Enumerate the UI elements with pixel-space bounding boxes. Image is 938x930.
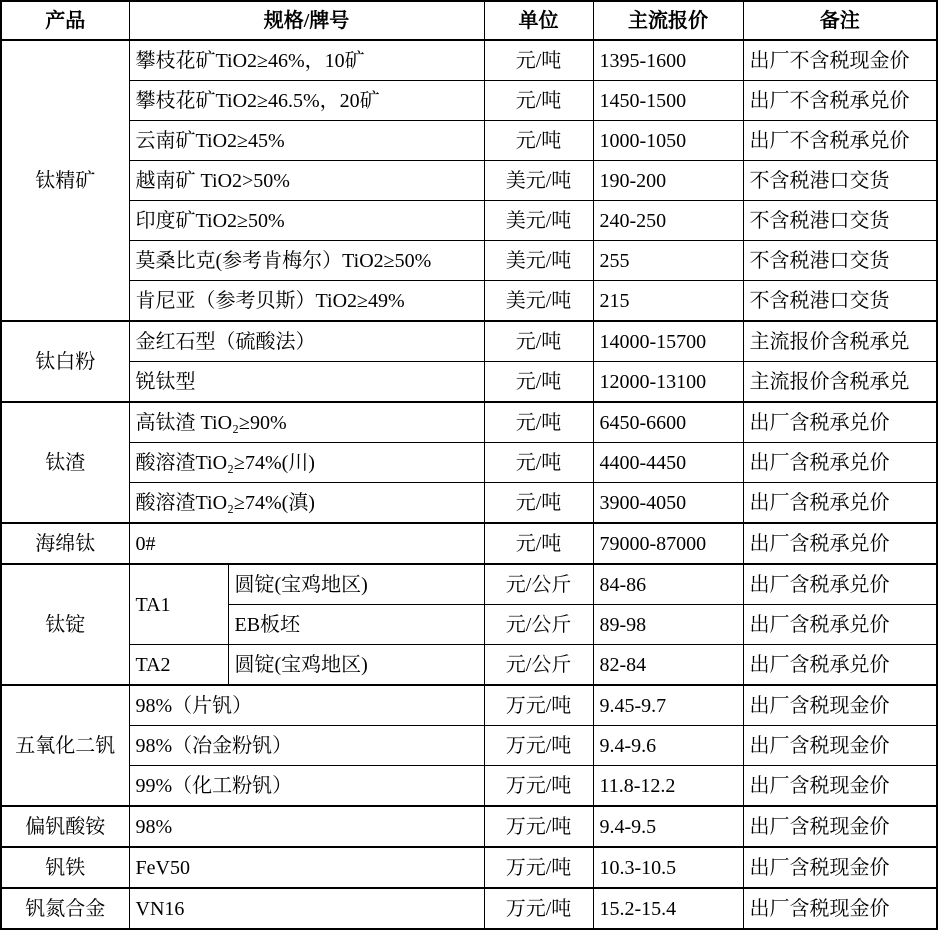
spec-cell: 高钛渣 TiO₂≥90% [129,402,484,443]
unit-cell: 元/吨 [484,523,593,564]
price-cell: 240-250 [593,201,743,241]
unit-cell: 万元/吨 [484,685,593,726]
price-cell: 9.4-9.5 [593,806,743,847]
note-cell: 出厂不含税承兑价 [743,121,937,161]
note-cell: 出厂含税承兑价 [743,523,937,564]
table-row [1,402,937,443]
table-row [1,888,937,929]
unit-cell: 美元/吨 [484,241,593,281]
product-cell: 钒铁 [1,847,129,888]
product-cell: 钛精矿 [1,40,129,321]
note-cell: 出厂不含税承兑价 [743,81,937,121]
price-cell: 1395-1600 [593,40,743,81]
spec-cell: VN16 [129,888,484,929]
note-cell: 不含税港口交货 [743,201,937,241]
spec-cell: 98%（片钒） [129,685,484,726]
price-cell: 9.45-9.7 [593,685,743,726]
unit-cell: 元/公斤 [484,645,593,686]
grade-cell: TA1 [129,564,228,645]
price-cell: 1450-1500 [593,81,743,121]
table-row [1,483,937,524]
note-cell: 不含税港口交货 [743,241,937,281]
product-cell: 钛白粉 [1,321,129,402]
unit-cell: 元/公斤 [484,564,593,605]
unit-cell: 元/公斤 [484,605,593,645]
unit-cell: 元/吨 [484,443,593,483]
spec-cell: 莫桑比克(参考肯梅尔）TiO2≥50% [129,241,484,281]
unit-cell: 元/吨 [484,321,593,362]
spec-cell: 0# [129,523,484,564]
table-row [1,281,937,322]
spec-cell: 99%（化工粉钒） [129,766,484,807]
spec-cell: FeV50 [129,847,484,888]
price-cell: 10.3-10.5 [593,847,743,888]
note-cell: 出厂含税承兑价 [743,605,937,645]
header-unit: 单位 [484,1,593,40]
note-cell: 出厂含税现金价 [743,685,937,726]
unit-cell: 元/吨 [484,362,593,403]
price-cell: 4400-4450 [593,443,743,483]
unit-cell: 元/吨 [484,81,593,121]
price-cell: 1000-1050 [593,121,743,161]
note-cell: 出厂不含税现金价 [743,40,937,81]
price-cell: 11.8-12.2 [593,766,743,807]
price-cell: 82-84 [593,645,743,686]
header-spec: 规格/牌号 [129,1,484,40]
spec-cell: 圆锭(宝鸡地区) [228,645,484,686]
table-row [1,321,937,362]
spec-cell: EB板坯 [228,605,484,645]
table-row [1,726,937,766]
spec-cell: 金红石型（硫酸法） [129,321,484,362]
note-cell: 不含税港口交货 [743,161,937,201]
product-cell: 五氧化二钒 [1,685,129,806]
grade-cell: TA2 [129,645,228,686]
table-row [1,241,937,281]
note-cell: 出厂含税现金价 [743,888,937,929]
table-row [1,523,937,564]
table-row [1,121,937,161]
price-cell: 12000-13100 [593,362,743,403]
price-cell: 9.4-9.6 [593,726,743,766]
price-cell: 190-200 [593,161,743,201]
header-product: 产品 [1,1,129,40]
unit-cell: 万元/吨 [484,847,593,888]
price-cell: 3900-4050 [593,483,743,524]
header-note: 备注 [743,1,937,40]
note-cell: 主流报价含税承兑 [743,362,937,403]
price-cell: 6450-6600 [593,402,743,443]
spec-cell: 肯尼亚（参考贝斯）TiO2≥49% [129,281,484,322]
table-row [1,685,937,726]
spec-cell: 攀枝花矿TiO2≥46%，10矿 [129,40,484,81]
table-row [1,847,937,888]
table-row [1,201,937,241]
table-row [1,81,937,121]
spec-cell: 攀枝花矿TiO2≥46.5%，20矿 [129,81,484,121]
product-cell: 钛渣 [1,402,129,523]
product-cell: 钒氮合金 [1,888,129,929]
spec-cell: 酸溶渣TiO₂≥74%(滇) [129,483,484,524]
spec-cell: 酸溶渣TiO₂≥74%(川) [129,443,484,483]
note-cell: 出厂含税承兑价 [743,645,937,686]
product-cell: 偏钒酸铵 [1,806,129,847]
note-cell: 出厂含税现金价 [743,766,937,807]
table-row [1,806,937,847]
unit-cell: 元/吨 [484,402,593,443]
note-cell: 出厂含税现金价 [743,726,937,766]
table-row [1,362,937,403]
unit-cell: 万元/吨 [484,888,593,929]
price-cell: 79000-87000 [593,523,743,564]
note-cell: 出厂含税承兑价 [743,443,937,483]
product-cell: 钛锭 [1,564,129,685]
unit-cell: 万元/吨 [484,766,593,807]
spec-cell: 98%（冶金粉钒） [129,726,484,766]
spec-cell: 锐钛型 [129,362,484,403]
price-cell: 84-86 [593,564,743,605]
unit-cell: 美元/吨 [484,201,593,241]
table-row [1,40,937,81]
note-cell: 主流报价含税承兑 [743,321,937,362]
spec-cell: 圆锭(宝鸡地区) [228,564,484,605]
table-row [1,443,937,483]
spec-cell: 越南矿 TiO2>50% [129,161,484,201]
table-row [1,564,937,605]
price-cell: 89-98 [593,605,743,645]
unit-cell: 元/吨 [484,483,593,524]
unit-cell: 元/吨 [484,121,593,161]
price-cell: 14000-15700 [593,321,743,362]
header-row [1,1,937,40]
unit-cell: 万元/吨 [484,726,593,766]
price-cell: 15.2-15.4 [593,888,743,929]
note-cell: 出厂含税现金价 [743,847,937,888]
spec-cell: 云南矿TiO2≥45% [129,121,484,161]
header-price: 主流报价 [593,1,743,40]
unit-cell: 美元/吨 [484,281,593,322]
price-cell: 215 [593,281,743,322]
product-cell: 海绵钛 [1,523,129,564]
unit-cell: 万元/吨 [484,806,593,847]
table-row [1,766,937,807]
price-cell: 255 [593,241,743,281]
table-row [1,645,937,686]
unit-cell: 美元/吨 [484,161,593,201]
unit-cell: 元/吨 [484,40,593,81]
note-cell: 出厂含税承兑价 [743,564,937,605]
note-cell: 出厂含税承兑价 [743,402,937,443]
table-row [1,161,937,201]
spec-cell: 印度矿TiO2≥50% [129,201,484,241]
note-cell: 出厂含税现金价 [743,806,937,847]
note-cell: 出厂含税承兑价 [743,483,937,524]
note-cell: 不含税港口交货 [743,281,937,322]
spec-cell: 98% [129,806,484,847]
